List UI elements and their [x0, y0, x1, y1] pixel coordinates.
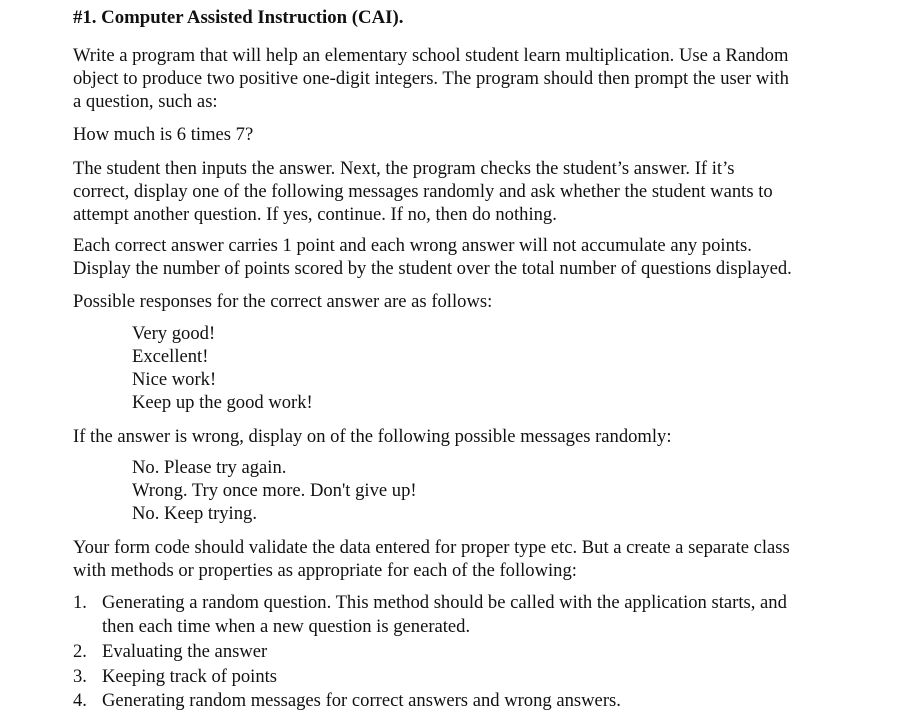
list-item-text: Evaluating the answer	[102, 641, 268, 662]
scoring-line: Each correct answer carries 1 point and each wrong answer will not accumulate any points.	[73, 235, 752, 256]
wrong-responses-list	[132, 456, 417, 525]
list-number: 1.	[73, 592, 87, 613]
answer-check-paragraph	[73, 157, 873, 226]
wrong-response-item: No. Please try again.	[132, 457, 287, 478]
class-requirements-line: with methods or properties as appropriate for each of the following:	[73, 560, 577, 581]
list-item-text: Generating a random question. This method should be called with the application starts, and	[102, 592, 787, 613]
intro-paragraph	[73, 44, 873, 113]
wrong-response-item: Wrong. Try once more. Don't give up!	[132, 480, 417, 501]
class-requirements-paragraph	[73, 536, 873, 582]
list-number: 2.	[73, 641, 87, 662]
correct-response-item: Very good!	[132, 323, 216, 344]
correct-responses-intro: Possible responses for the correct answer are as follows:	[73, 291, 493, 312]
list-item-text: Generating random messages for correct answers and wrong answers.	[102, 690, 621, 711]
correct-response-item: Nice work!	[132, 369, 217, 390]
correct-responses-list	[132, 322, 313, 414]
list-item-text: then each time when a new question is generated.	[102, 616, 471, 637]
correct-response-item: Keep up the good work!	[132, 392, 313, 413]
answer-check-line: attempt another question. If yes, continue. If no, then do nothing.	[73, 204, 557, 225]
list-number: 3.	[73, 666, 87, 687]
correct-response-item: Excellent!	[132, 346, 209, 367]
list-item-text: Keeping track of points	[102, 666, 278, 687]
list-number: 4.	[73, 690, 87, 711]
answer-check-line: correct, display one of the following messages randomly and ask whether the student wants to	[73, 181, 773, 202]
wrong-responses-intro: If the answer is wrong, display on of the following possible messages randomly:	[73, 426, 672, 447]
intro-line: object to produce two positive one-digit integers. The program should then prompt the user with	[73, 68, 789, 89]
wrong-response-item: No. Keep trying.	[132, 503, 257, 524]
example-question: How much is 6 times 7?	[73, 124, 254, 145]
assignment-heading: #1. Computer Assisted Instruction (CAI).	[73, 7, 404, 28]
scoring-paragraph	[73, 234, 873, 280]
answer-check-line: The student then inputs the answer. Next, the program checks the student’s answer. If it’s	[73, 158, 735, 179]
intro-line: a question, such as:	[73, 91, 218, 112]
scoring-line: Display the number of points scored by the student over the total number of questions displayed.	[73, 258, 792, 279]
class-requirements-line: Your form code should validate the data entered for proper type etc. But a create a separate class	[73, 537, 790, 558]
intro-line: Write a program that will help an elementary school student learn multiplication. Use a Random	[73, 45, 789, 66]
